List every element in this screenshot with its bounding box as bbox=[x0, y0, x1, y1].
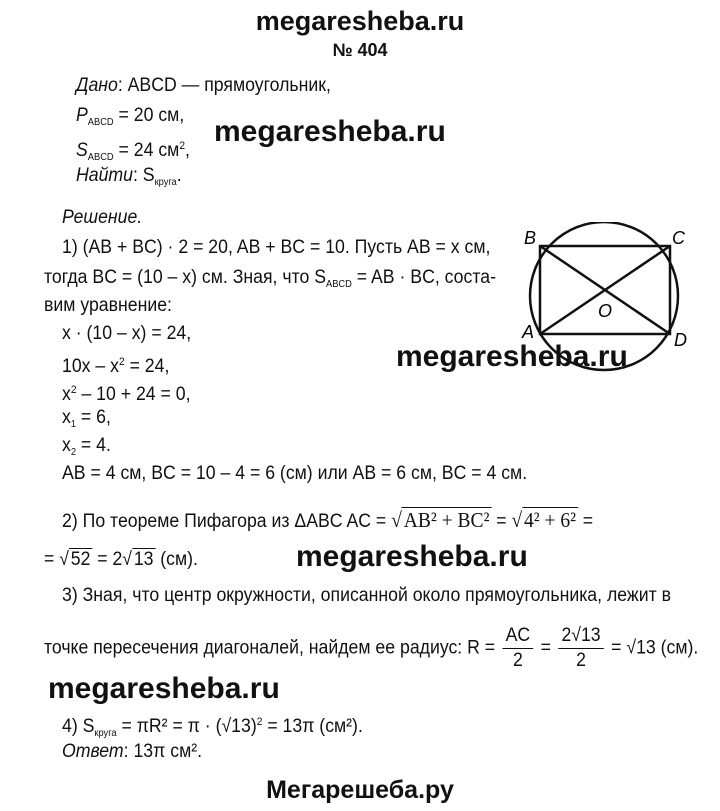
vertex-b-label: B bbox=[524, 228, 537, 248]
watermark: megaresheba.ru bbox=[296, 540, 528, 573]
center-o-label: O bbox=[598, 301, 613, 321]
vertex-c-label: C bbox=[672, 228, 685, 248]
solution-line: 1) (AB + BC) · 2 = 20, AB + BC = 10. Пусть AB = x см, bbox=[62, 237, 491, 258]
find-line: Найти: $S_{круга}$. bbox=[76, 165, 182, 188]
pythagoras-line: 2) По теореме Пифагора из ΔABC AC = √AB² + BC² = √4² + 6² = bbox=[62, 508, 594, 532]
area-circle-line: 4) $S_{круга} = \pi R^2 = \pi \cdot (√13)^2 = 13\pi$ (см²). bbox=[62, 716, 363, 739]
watermark: megaresheba.ru bbox=[214, 115, 446, 148]
solution-line: тогда BC = (10 – x) см. Зная, что $S_{ABCD}$ = AB · BC, соста- bbox=[44, 267, 496, 290]
watermark: megaresheba.ru bbox=[48, 672, 280, 705]
watermark: megaresheba.ru bbox=[396, 340, 628, 373]
vertex-d-label: D bbox=[674, 330, 687, 350]
root-line: $x_2 = 4$. bbox=[62, 435, 111, 458]
equation-line: x · (10 – x) = 24, bbox=[62, 323, 192, 344]
footer-site: Мегарешеба.ру bbox=[266, 776, 454, 804]
area-line: $S_{ABCD} = 24$ $см^2$, bbox=[76, 140, 190, 163]
problem-number: № 404 bbox=[332, 40, 388, 60]
solution-title: Решение. bbox=[62, 207, 143, 228]
equation-line: $x^2 - 10 + 24 = 0$, bbox=[62, 384, 191, 405]
root-line: $x_1 = 6$, bbox=[62, 407, 111, 430]
equation-line: $10x - x^2 = 24$, bbox=[62, 356, 170, 377]
rectangle-circle-figure bbox=[518, 222, 708, 372]
ac-result-line: = √52 = 2√13 (см). bbox=[44, 549, 198, 570]
solution-line: 3) Зная, что центр окружности, описанной около прямоугольника, лежит в bbox=[62, 585, 671, 606]
solution-line: AB = 4 см, BC = 10 – 4 = 6 (см) или AB = 6 см, BC = 4 см. bbox=[62, 463, 528, 484]
radius-line: точке пересечения диагоналей, найдем ее радиус: R = $\frac{AC}{2}$ = $\frac{2√13}{2}$ = √13 (см). bbox=[44, 625, 699, 671]
site-title: megaresheba.ru bbox=[255, 6, 465, 36]
vertex-a-label: A bbox=[522, 322, 535, 342]
answer-line: Ответ: 13π см². bbox=[62, 741, 203, 762]
perimeter-line: $P_{ABCD} = 20$ см, bbox=[76, 105, 185, 128]
solution-line: вим уравнение: bbox=[44, 295, 172, 316]
given-line: Дано: ABCD — прямоугольник, bbox=[76, 75, 331, 96]
